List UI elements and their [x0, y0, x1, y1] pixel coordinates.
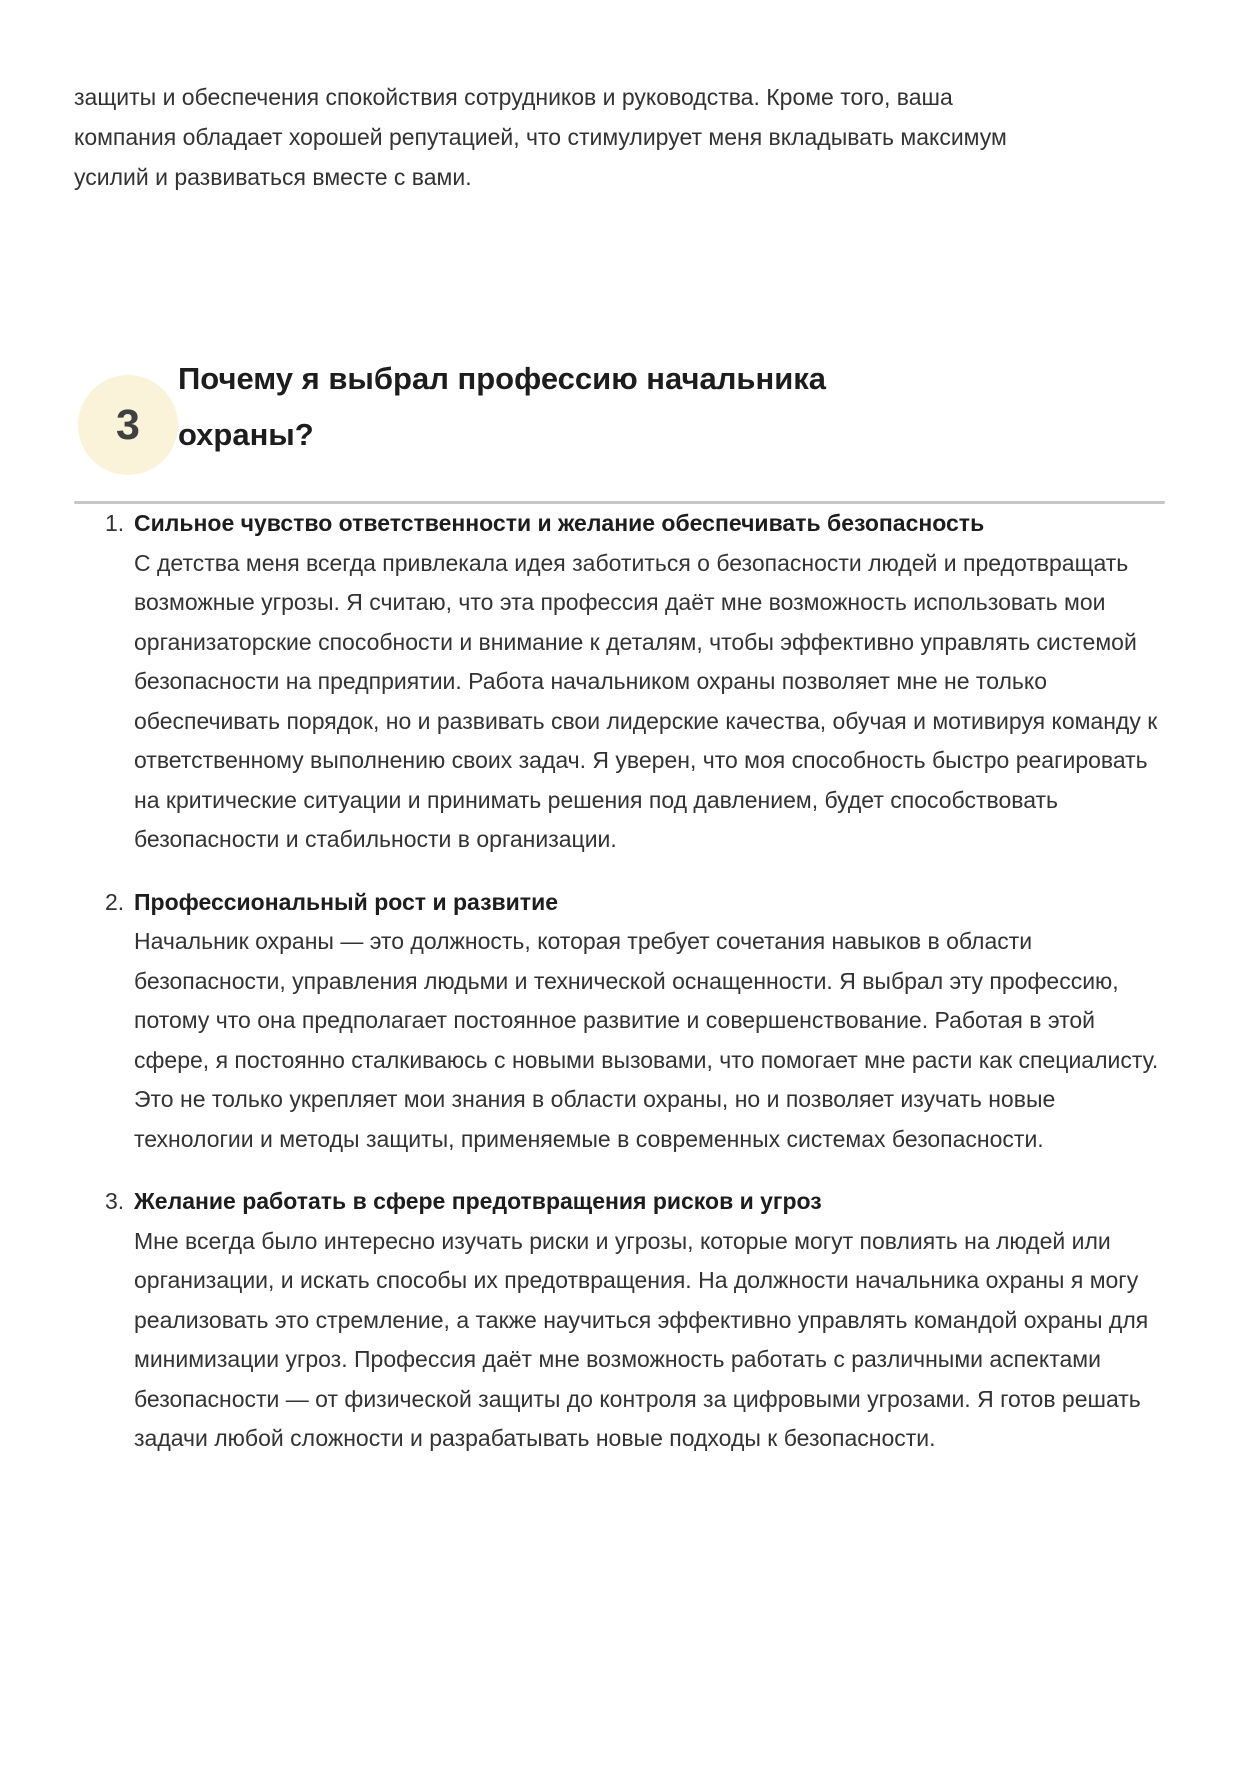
item-heading: Желание работать в сфере предотвращения рисков и угроз: [134, 1188, 822, 1214]
intro-paragraph: защиты и обеспечения спокойствия сотрудников и руководства. Кроме того, ваша компания обладает хорошей репутацией, что стимулирует меня вкладывать максимум усилий и развиваться вместе с вами.: [74, 84, 1007, 190]
list-item: [105, 883, 1165, 1160]
item-heading: Профессиональный рост и развитие: [134, 888, 559, 915]
item-heading: Сильное чувство ответственности и желание обеспечивать безопасность: [134, 510, 985, 536]
section-header: [74, 349, 1165, 475]
reason-list: [74, 504, 1165, 1459]
item-body: С детства меня всегда привлекала идея заботиться о безопасности людей и предотвращать возможные угрозы. Я считаю, что эта профессия даёт мне возможность использовать мои организаторские способности и внимание к деталям, чтобы эффективно управлять системой безопасности на предприятии. Работа начальником охраны позволяет мне не только обеспечивать порядок, но и развивать свои лидерские качества, обучая и мотивируя команду к ответственному выполнению своих задач. Я уверен, что моя способность быстро реагировать на критические ситуации и принимать решения под давлением, будет способствовать безопасности и стабильности в организации.: [134, 549, 1158, 852]
item-content: [134, 883, 1165, 1160]
document-page: [0, 23, 1239, 1459]
section-title: Почему я выбрал профессию начальника охраны?: [178, 361, 827, 452]
item-number: 3.: [105, 1188, 125, 1214]
list-item: [105, 504, 1165, 860]
item-number: 1.: [105, 510, 125, 536]
section-number: 3: [116, 400, 140, 449]
item-content: [134, 504, 1165, 860]
list-item: [105, 1182, 1165, 1459]
item-number: 2.: [105, 888, 125, 915]
item-body: Начальник охраны — это должность, которая требует сочетания навыков в области безопасности, управления людьми и технической оснащенности. Я выбрал эту профессию, потому что она предполагает постоянное развитие и совершенствование. Работая в этой сфере, я постоянно сталкиваюсь с новыми вызовами, что помогает мне расти как специалисту. Это не только укрепляет мои знания в области охраны, но и позволяет изучать новые технологии и методы защиты, применяемые в современных системах безопасности.: [134, 928, 1159, 1152]
item-content: [134, 1182, 1165, 1459]
section-number-badge: [78, 375, 178, 475]
item-body: Мне всегда было интересно изучать риски и угрозы, которые могут повлиять на людей или организации, и искать способы их предотвращения. На должности начальника охраны я могу реализовать это стремление, а также научиться эффективно управлять командой охраны для минимизации угроз. Профессия даёт мне возможность работать с различными аспектами безопасности — от физической защиты до контроля за цифровыми угрозами. Я готов решать задачи любой сложности и разрабатывать новые подходы к безопасности.: [134, 1227, 1149, 1451]
